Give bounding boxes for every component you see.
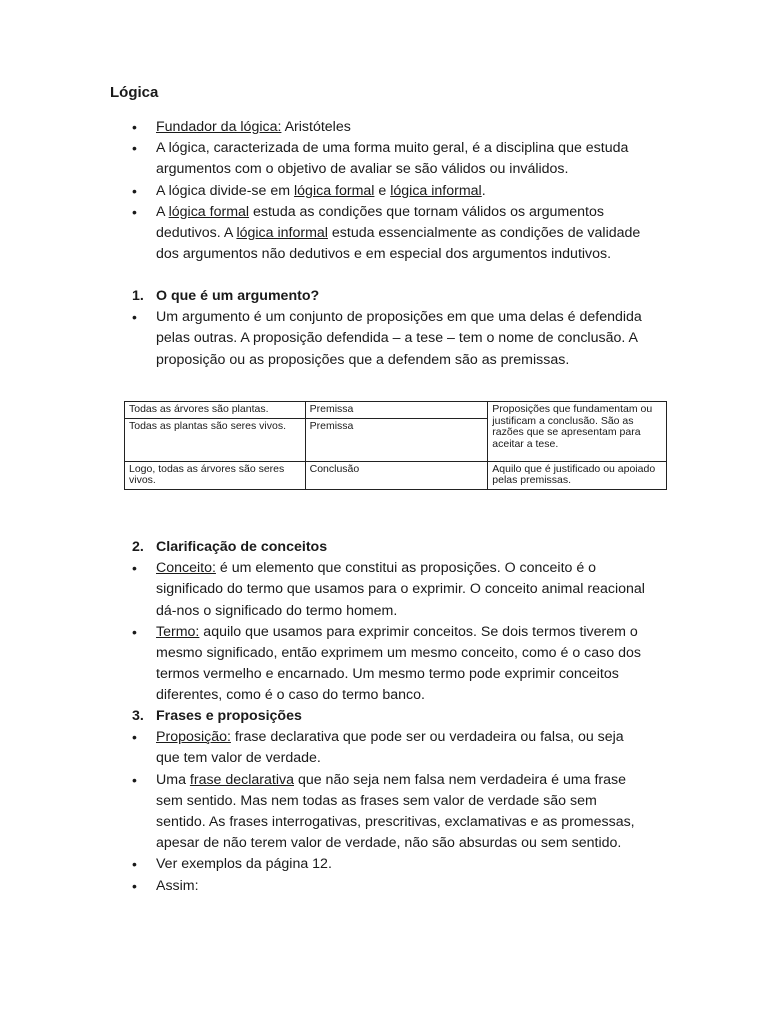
page-title: Lógica bbox=[110, 84, 159, 101]
intro-list bbox=[0, 117, 768, 265]
table-cell: Conclusão bbox=[305, 461, 488, 489]
table-row bbox=[125, 402, 667, 419]
list-item: • Um argumento é um conjunto de proposições em que uma delas é defendida pelas outras. A proposição defendida – a tese – tem o nome de conclusão. A proposição ou as proposições que a defendem são as premissas. bbox=[132, 309, 642, 368]
list-item: • A lógica divide-se em lógica formal e lógica informal. bbox=[0, 181, 646, 202]
table-cell: Todas as árvores são plantas. bbox=[125, 402, 306, 419]
list-item: • Ver exemplos da página 12. bbox=[0, 854, 646, 875]
list-item: • Termo: aquilo que usamos para exprimir conceitos. Se dois termos tiverem o mesmo significado, então exprimem um mesmo conceito, como é o caso dos termos vermelho e encarnado. Um mesmo termo pode exprimir conceitos diferentes, como é o caso do termo banco. bbox=[132, 623, 641, 704]
bullet-icon: • bbox=[132, 203, 137, 220]
list-item: • Fundador da lógica: Aristóteles bbox=[0, 117, 646, 138]
bullet-icon: • bbox=[132, 729, 137, 746]
bullet-icon: • bbox=[132, 309, 137, 326]
section-heading: 1. O que é um argumento? bbox=[132, 288, 320, 304]
list-item: • Assim: bbox=[0, 876, 646, 897]
table-cell: Premissa bbox=[305, 418, 488, 461]
table-cell: Premissa bbox=[305, 402, 488, 419]
bullet-icon: • bbox=[132, 877, 137, 894]
section-concepts bbox=[0, 537, 768, 707]
bullet-icon: • bbox=[132, 771, 137, 788]
bullet-icon: • bbox=[132, 856, 137, 873]
bullet-icon: • bbox=[132, 182, 137, 199]
argument-table bbox=[124, 401, 667, 490]
table-cell: Proposições que fundamentam ou justificam a conclusão. São as razões que se apresentam para aceitar a tese. bbox=[488, 402, 667, 462]
section-argument bbox=[0, 286, 768, 371]
list-item: • A lógica, caracterizada de uma forma muito geral, é a disciplina que estuda argumentos com o objetivo de avaliar se são válidos ou inválidos. bbox=[132, 140, 629, 178]
bullet-icon: • bbox=[132, 560, 137, 577]
section-sentences bbox=[0, 706, 768, 897]
table-cell: Todas as plantas são seres vivos. bbox=[125, 418, 306, 461]
list-item: • Proposição: frase declarativa que pode ser ou verdadeira ou falsa, ou seja que tem valor de verdade. bbox=[132, 729, 624, 767]
section-heading: 2. Clarificação de conceitos bbox=[132, 539, 328, 555]
table-cell: Aquilo que é justificado ou apoiado pelas premissas. bbox=[488, 461, 667, 489]
list-item: • A lógica formal estuda as condições que tornam válidos os argumentos dedutivos. A lógica informal estuda essencialmente as condições de validade dos argumentos não dedutivos e em especial dos argumentos indutivos. bbox=[132, 203, 641, 263]
bullet-icon: • bbox=[132, 623, 137, 640]
list-item: • Uma frase declarativa que não seja nem falsa nem verdadeira é uma frase sem sentido. Mas nem todas as frases sem valor de verdade são sem sentido. As frases interrogativas, prescritivas, exclamativas e as promessas, apesar de não terem valor de verdade, não são absurdas ou sem sentido. bbox=[132, 771, 635, 852]
section-heading: 3. Frases e proposições bbox=[132, 708, 302, 724]
table-cell: Logo, todas as árvores são seres vivos. bbox=[125, 461, 306, 489]
bullet-icon: • bbox=[132, 140, 137, 157]
table-row bbox=[125, 461, 667, 489]
bullet-icon: • bbox=[132, 119, 137, 135]
list-item: • Conceito: é um elemento que constitui as proposições. O conceito é o significado do termo que usamos para o exprimir. O conceito animal reacional dá-nos o significado do termo homem. bbox=[132, 560, 645, 619]
